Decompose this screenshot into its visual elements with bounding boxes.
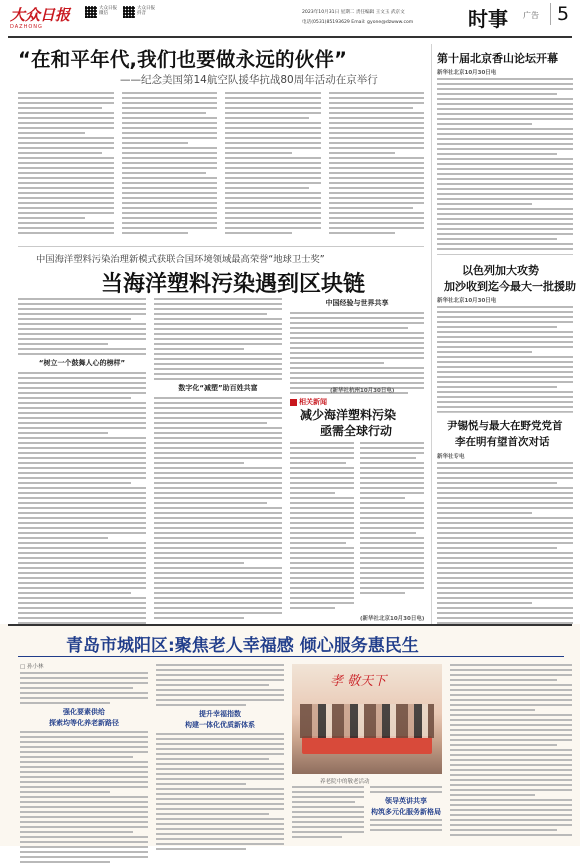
- lead-subheadline: ——纪念美国第14航空队援华抗战80周年活动在京举行: [120, 74, 378, 86]
- ocean-kicker: 中国海洋塑料污染治理新模式获联合国环境领域最高荣誉“地球卫士奖”: [36, 254, 325, 265]
- right-story-body: [437, 68, 573, 248]
- ad-column-2: [156, 664, 284, 842]
- right-story-lede: 新华社专电: [437, 454, 465, 460]
- related-body: [290, 442, 424, 612]
- ocean-body-left: [18, 298, 146, 620]
- lead-column: [122, 92, 218, 238]
- ad-headline-rule: [18, 656, 564, 657]
- logo-sub: DAZHONG: [10, 24, 43, 30]
- ad-column-4: [450, 664, 572, 842]
- section-title: 时事: [468, 7, 508, 31]
- ad-column-3: [292, 786, 442, 842]
- related-headline: 减少海洋塑料污染: [300, 408, 397, 422]
- lead-headline: “在和平年代,我们也要做永远的伙伴”: [18, 48, 348, 71]
- qr-label-2: 大众日报 抖音: [137, 6, 155, 16]
- ad-column-3b: [370, 786, 442, 842]
- ad-subhead: 构筑多元化服务新格局: [371, 808, 441, 816]
- ocean-subhead: 中国经验与世界共享: [325, 299, 389, 307]
- ocean-headline: 当海洋塑料污染遇到区块链: [101, 272, 366, 297]
- right-story-headline: 李在明有望首次对话: [455, 436, 550, 448]
- page-number: 5: [550, 3, 569, 25]
- date-line: 2023年10月31日 星期二 责任编辑 王文玉 武京文: [302, 10, 405, 15]
- photo-table: [302, 736, 432, 754]
- lead-column: [329, 92, 425, 238]
- related-dateline: (新华社北京10月30日电): [360, 616, 425, 622]
- logo-text: 大众日报: [10, 6, 71, 24]
- lead-column: [18, 92, 114, 238]
- divider: [437, 254, 573, 255]
- right-story-lede: 新华社北京10月30日电: [437, 298, 497, 304]
- ocean-body-right: [290, 298, 424, 388]
- contact-line: 电话(0531)85193629 Email: gyone@dzwww.com: [302, 20, 414, 25]
- photo-caption: 养老院中的敬老活动: [320, 779, 370, 785]
- photo-banner: 孝 敬天下: [330, 674, 387, 689]
- ad-column-3a: [292, 786, 364, 842]
- right-story-headline: 以色列加大攻势: [462, 264, 539, 277]
- right-story-body: [437, 296, 573, 410]
- ad-subhead: 提升幸福指数: [199, 710, 241, 718]
- lead-column: [225, 92, 321, 238]
- right-story-headline: 尹锡悦与最大在野党党首: [447, 420, 563, 432]
- related-headline: 亟需全球行动: [320, 424, 393, 438]
- ad-mark: 广告: [523, 11, 539, 20]
- related-column: [360, 442, 424, 612]
- masthead: [0, 0, 580, 36]
- newspaper-logo: [10, 4, 70, 30]
- qr-code-icon: [85, 6, 97, 18]
- ad-rule: [8, 624, 572, 626]
- right-story-headline: 第十届北京香山论坛开幕: [437, 52, 558, 65]
- related-tag-label: 相关新闻: [299, 398, 327, 406]
- ad-headline: 青岛市城阳区:聚焦老人幸福感 倾心服务惠民生: [66, 636, 419, 656]
- ocean-body-mid: [154, 298, 282, 620]
- qr-code-icon: [123, 6, 135, 18]
- masthead-rule: [8, 36, 572, 38]
- divider: [437, 412, 573, 413]
- ad-subhead: 领导英讲共享: [385, 797, 427, 805]
- photo-people: [300, 704, 434, 738]
- ad-subhead: 构建一体化优质新体系: [185, 721, 255, 729]
- right-story-lede: 新华社北京10月30日电: [437, 70, 497, 76]
- ocean-dateline: (新华社杭州10月30日电): [330, 388, 395, 394]
- ad-photo: [292, 664, 442, 774]
- ocean-subhead: “树立一个鼓舞人心的榜样”: [38, 359, 126, 367]
- ad-byline: □ 孙小林: [20, 664, 44, 670]
- lead-body: [18, 92, 424, 238]
- ad-subhead: 探索均等化养老新路径: [49, 719, 119, 727]
- ocean-subhead: 数字化“减塑”助百姓共富: [178, 384, 258, 392]
- ad-subhead: 强化要素供给: [63, 708, 105, 716]
- right-story-body: [437, 452, 573, 622]
- divider: [18, 246, 424, 247]
- right-story-headline: 加沙收到迄今最大一批援助: [444, 280, 576, 293]
- ad-column-1: [20, 672, 148, 842]
- related-icon: [290, 399, 297, 406]
- column-divider: [431, 44, 432, 624]
- qr-label-1: 大众日报 微信: [99, 6, 117, 16]
- related-column: [290, 442, 354, 612]
